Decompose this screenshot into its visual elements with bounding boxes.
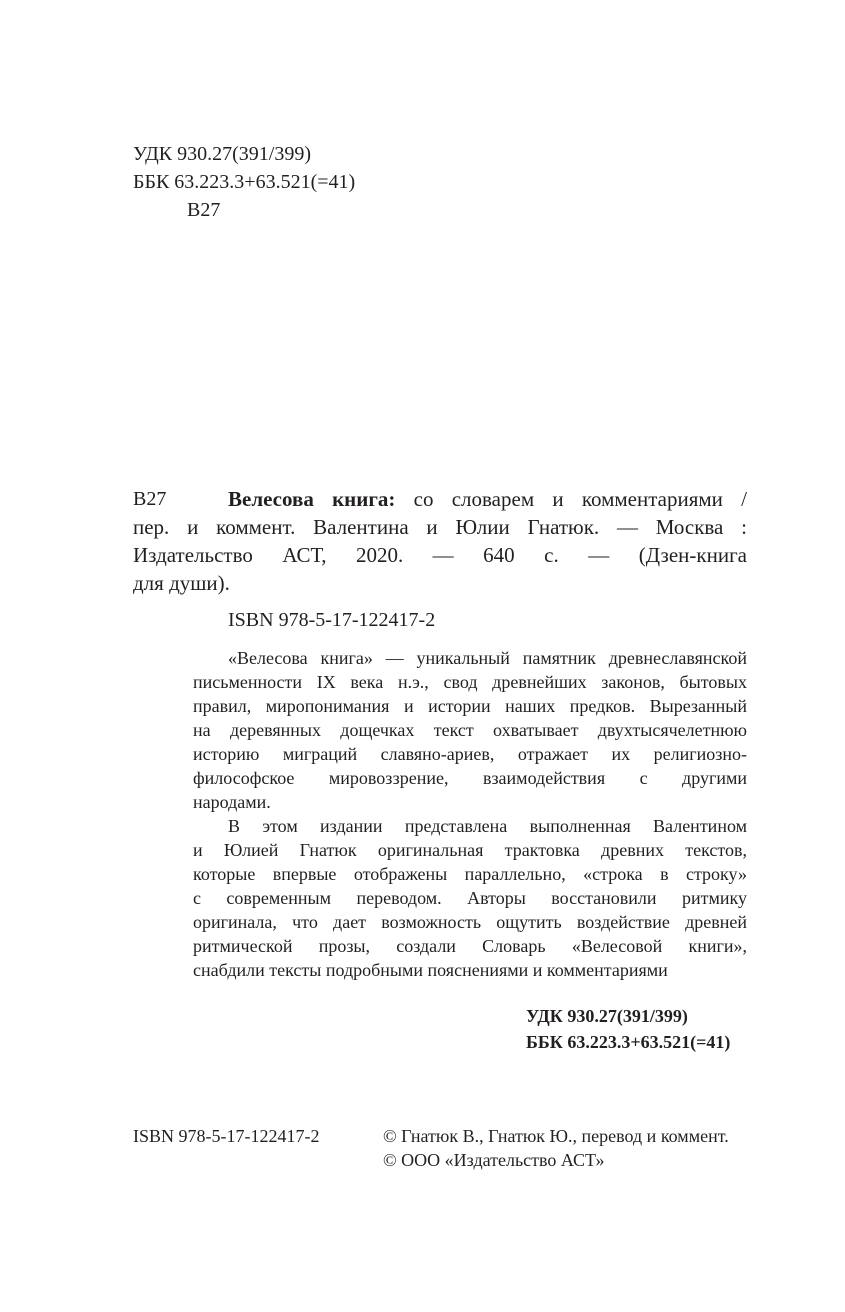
entry-author-mark: В27 [133, 488, 167, 510]
bibliographic-entry [133, 485, 747, 597]
annotation-line: письменности IX века н.э., свод древнейших законов, бытовых [193, 672, 747, 692]
annotation-line: оригинала, что дает возможность ощутить воздействие древней [193, 912, 747, 932]
annotation-line: народами. [193, 792, 271, 812]
entry-line-1 [228, 485, 747, 513]
annotation-line: правил, миропонимания и истории наших предков. Вырезанный [193, 696, 747, 716]
entry-line-4: для души). [133, 571, 230, 595]
bbk-code: ББК 63.223.3+63.521(=41) [133, 171, 356, 193]
annotation-line: на деревянных дощечках текст охватывает двухтысячелетнюю [193, 720, 747, 740]
annotation-line: В этом издании представлена выполненная Валентином [228, 816, 747, 836]
entry-line-2: пер. и коммент. Валентина и Юлии Гнатюк. — Москва : [133, 515, 747, 539]
annotation-line: снабдили тексты подробными пояснениями и комментариями [193, 960, 668, 980]
classification-codes-top [133, 140, 355, 224]
udk-code: УДК 930.27(391/399) [133, 143, 311, 165]
entry-subtitle: со словарем и комментариями / [395, 487, 747, 511]
annotation-line: и Юлией Гнатюк оригинальная трактовка древних текстов, [193, 840, 747, 860]
author-mark: В27 [187, 199, 221, 221]
annotation-line: с современным переводом. Авторы восстановили ритмику [193, 888, 747, 908]
annotation-line: историю миграций славяно-ариев, отражает их религиозно- [193, 744, 747, 764]
copyright-publisher: © ООО «Издательство АСТ» [383, 1150, 605, 1170]
copyright-authors: © Гнатюк В., Гнатюк Ю., перевод и коммент. [383, 1126, 729, 1146]
classification-codes-bottom [526, 1003, 730, 1055]
udk-code-bottom: УДК 930.27(391/399) [526, 1006, 688, 1026]
annotation-paragraph-2 [193, 814, 747, 982]
bbk-code-bottom: ББК 63.223.3+63.521(=41) [526, 1032, 731, 1052]
entry-line-3: Издательство АСТ, 2020. — 640 с. — (Дзен-книга [133, 543, 747, 567]
isbn-main: ISBN 978-5-17-122417-2 [228, 609, 436, 631]
annotation [193, 646, 747, 982]
annotation-line: ритмической прозы, создали Словарь «Велесовой книги», [193, 936, 747, 956]
entry-description [228, 485, 747, 513]
copyright-block [383, 1124, 729, 1172]
entry-title: Велесова книга: [228, 487, 396, 511]
annotation-line: которые впервые отображены параллельно, «строка в строку» [193, 864, 747, 884]
annotation-paragraph-1 [193, 646, 747, 814]
annotation-line: «Велесова книга» — уникальный памятник древнеславянской [228, 648, 747, 668]
isbn-footer: ISBN 978-5-17-122417-2 [133, 1126, 320, 1146]
annotation-line: философское мировоззрение, взаимодействия с другими [193, 768, 747, 788]
